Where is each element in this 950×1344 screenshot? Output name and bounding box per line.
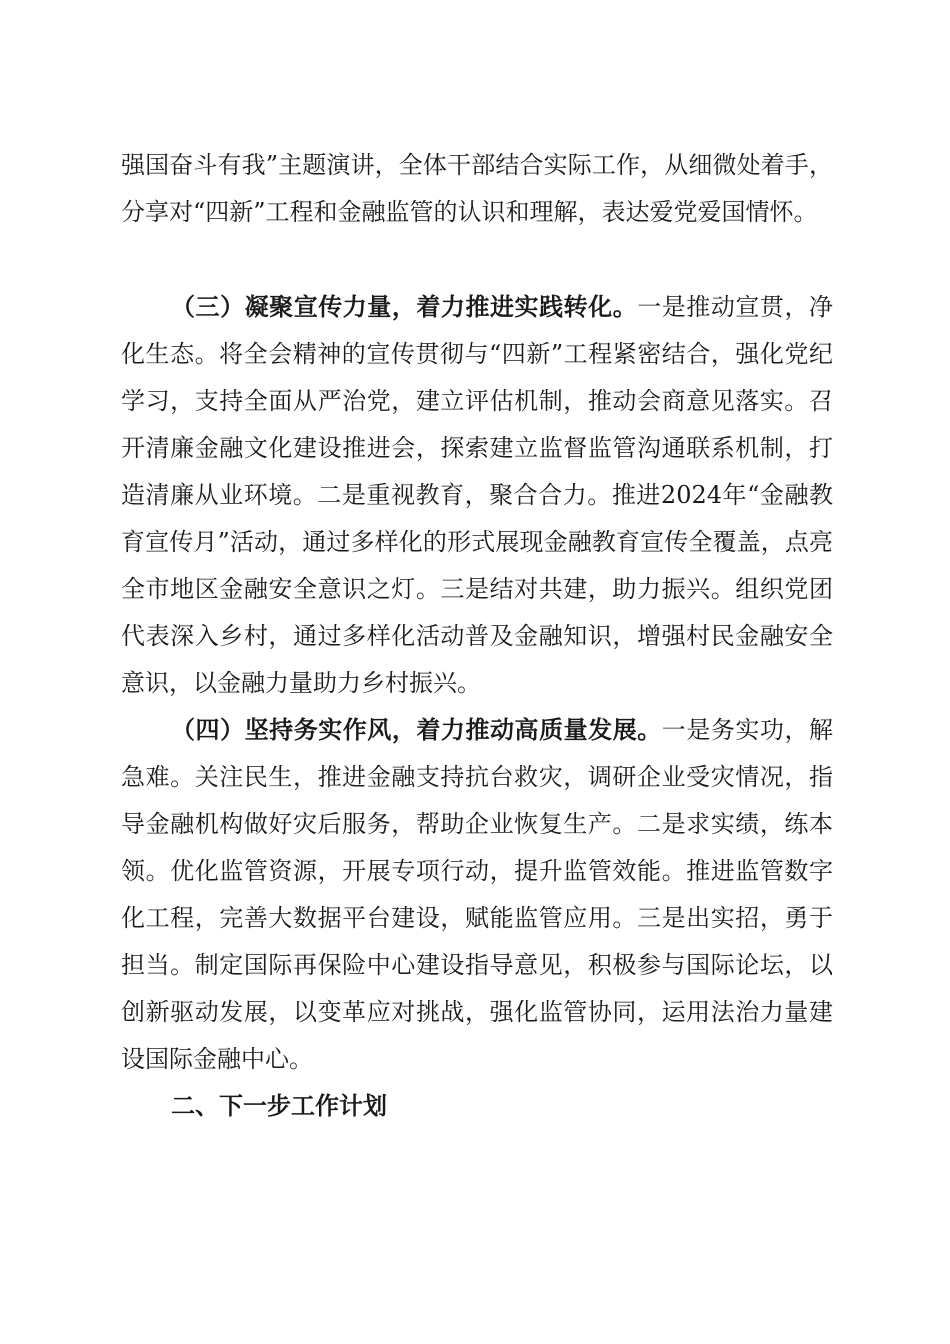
section-3-body: 一是推动宣贯，净化生态。将全会精神的宣传贯彻与“四新”工程紧密结合，强化党纪学习，支持全面从严治党，建立评估机制，推动会商意见落实。召开清廉金融文化建设推进会，探索建立监督监管沟通联系机制，打造清廉从业环境。二是重视教育，聚合合力。推进2024年“金融教育宣传月”活动，通过多样化的形式展现金融教育宣传全覆盖，点亮全市地区金融安全意识之灯。三是结对共建，助力振兴。组织党团代表深入乡村，通过多样化活动普及金融知识，增强村民金融安全意识，以金融力量助力乡村振兴。 (121, 293, 834, 697)
section-4-body: 一是务实功，解急难。关注民生，推进金融支持抗台救灾，调研企业受灾情况，指导金融机构做好灾后服务，帮助企业恢复生产。二是求实绩，练本领。优化监管资源，开展专项行动，提升监管效能。推进监管数字化工程，完善大数据平台建设，赋能监管应用。三是出实招，勇于担当。制定国际再保险中心建设指导意见，积极参与国际论坛，以创新驱动发展，以变革应对挑战，强化监管协同，运用法治力量建设国际金融中心。 (121, 716, 834, 1073)
paragraph-section-4 (121, 707, 833, 1083)
section-3-title: （三）凝聚宣传力量，着力推进实践转化。 (171, 293, 638, 321)
section-4-title: （四）坚持务实作风，着力推动高质量发展。 (171, 716, 662, 744)
next-step-heading: 二、下一步工作计划 (171, 1092, 387, 1120)
paragraph-speech-summary (121, 142, 833, 236)
paragraph-text: 强国奋斗有我”主题演讲，全体干部结合实际工作，从细微处着手，分享对“四新”工程和金融监管的认识和理解，表达爱党爱国情怀。 (121, 151, 833, 226)
paragraph-section-3 (121, 284, 833, 707)
